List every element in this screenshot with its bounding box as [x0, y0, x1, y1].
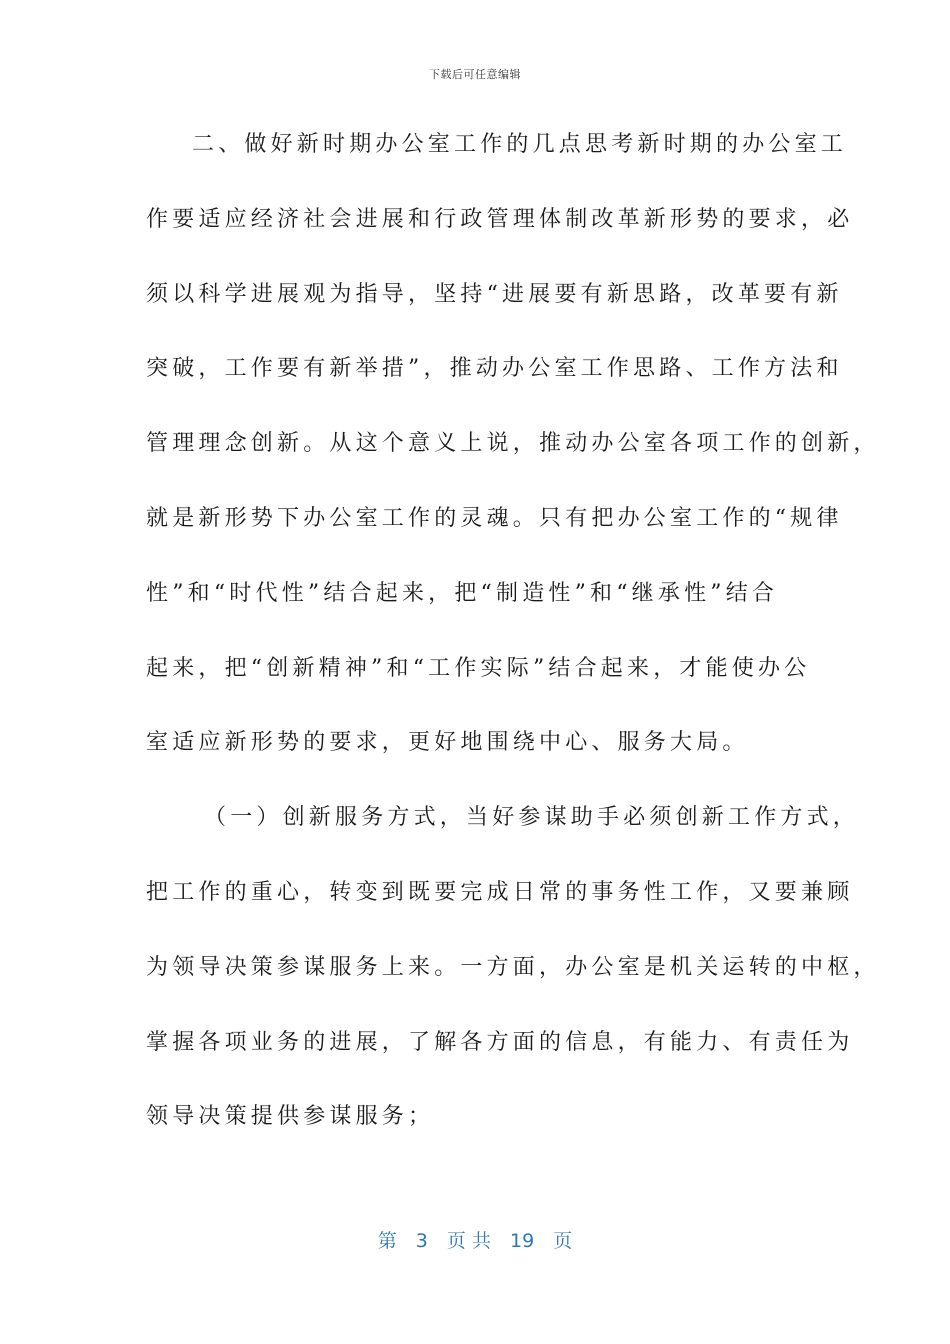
footer-middle: 页 共 [446, 1230, 491, 1252]
paragraph-line: 突破，工作要有新举措”，推动办公室工作思路、工作方法和 [146, 356, 843, 382]
body-text [146, 120, 880, 1167]
footer-prefix: 第 [377, 1230, 397, 1252]
paragraph-line: 掌握各项业务的进展，了解各方面的信息，有能力、有责任为 [146, 1029, 854, 1055]
header-note: 下载后可任意编辑 [429, 68, 521, 81]
paragraph-line: 性”和“时代性”结合起来，把“制造性”和“继承性”结合 [146, 580, 779, 606]
paragraph-line: 室适应新形势的要求，更好地围绕中心、服务大局。 [146, 730, 749, 756]
paragraph-line: 为领导决策参谋服务上来。一方面，办公室是机关运转的中枢， [146, 954, 880, 980]
paragraph-line: 把工作的重心，转变到既要完成日常的事务性工作，又要兼顾 [146, 879, 854, 905]
footer-suffix: 页 [553, 1230, 573, 1252]
paragraph-line: 领导决策提供参谋服务； [146, 1104, 435, 1130]
paragraph-line: 二、做好新时期办公室工作的几点思考新时期的办公室工 [192, 132, 848, 157]
paragraph-line: （一）创新服务方式，当好参谋助手必须创新工作方式， [204, 805, 860, 831]
paragraph-line: 作要适应经济社会进展和行政管理体制改革新形势的要求，必 [146, 206, 854, 232]
paragraph-line: 起来，把“创新精神”和“工作实际”结合起来，才能使办公 [146, 655, 811, 681]
page-number-footer [0, 1226, 950, 1253]
paragraph-line: 须以科学进展观为指导，坚持“进展要有新思路，改革要有新 [146, 281, 843, 307]
paragraph-line: 管理理念创新。从这个意义上说，推动办公室各项工作的创新， [146, 431, 880, 457]
current-page-number: 3 [415, 1230, 428, 1252]
paragraph-line: 就是新形势下办公室工作的灵魂。只有把办公室工作的“规律 [146, 505, 843, 531]
total-pages-number: 19 [510, 1230, 535, 1252]
